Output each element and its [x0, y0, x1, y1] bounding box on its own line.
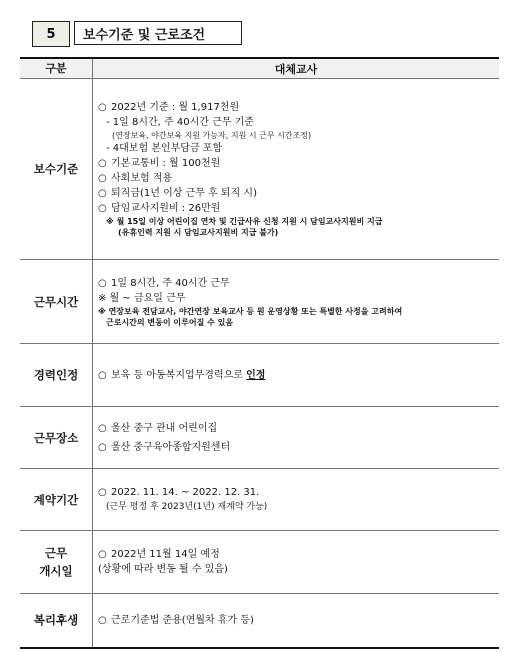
row-label-pay: 보수기준	[20, 79, 93, 260]
row-content-hours	[93, 260, 500, 344]
pay-line-1: 2022년 기준 : 월 1,917천원	[111, 102, 240, 113]
table-row-welfare	[20, 594, 499, 648]
row-content-welfare	[93, 594, 500, 648]
bullet-icon: ○	[98, 486, 107, 498]
table-row-career	[20, 344, 499, 407]
column-header-category: 구분	[20, 58, 93, 79]
pay-line-10: (유휴인력 지원 시 담임교사지원비 지급 불가)	[118, 228, 279, 237]
career-recognized-text: 인정	[246, 369, 266, 381]
table-row-contract	[20, 469, 499, 531]
bullet-icon: ○	[98, 441, 107, 453]
hours-line-1: 1일 8시간, 주 40시간 근무	[111, 277, 230, 289]
row-label-hours: 근무시간	[20, 260, 93, 344]
hours-line-4: 근로시간의 변동이 이루어질 수 있음	[106, 317, 234, 327]
bullet-icon: ○	[98, 102, 107, 113]
start-line-1: 2022년 11월 14일 예정	[111, 549, 220, 560]
pay-line-9: ※ 월 15일 이상 어린이집 연차 및 긴급사유 신청 지원 시 담임교사지원비 지급	[106, 217, 383, 226]
row-label-place: 근무장소	[20, 407, 93, 469]
table-row-place	[20, 407, 499, 469]
pay-line-2: - 1일 8시간, 주 40시간 근무 기준	[106, 117, 254, 128]
row-label-welfare: 복리후생	[20, 594, 93, 648]
table-row-start	[20, 531, 499, 594]
section-number: 5	[32, 21, 70, 47]
start-line-2: (상황에 따라 변동 될 수 있음)	[98, 564, 228, 575]
pay-line-4: - 4대보험 본인부담금 포함	[106, 143, 223, 154]
career-line-1: 보육 등 아동복지업무경력으로	[111, 369, 243, 381]
row-content-contract	[93, 469, 500, 531]
pay-line-8: 담임교사지원비 : 26만원	[111, 203, 221, 214]
bullet-icon: ○	[98, 203, 107, 214]
start-label-line-1: 근무	[44, 546, 68, 560]
bullet-icon: ○	[98, 188, 107, 199]
place-line-1: 울산 중구 관내 어린이집	[111, 422, 218, 434]
bullet-icon: ○	[98, 277, 107, 289]
pay-line-5: 기본교통비 : 월 100천원	[111, 158, 221, 169]
bullet-icon: ○	[98, 158, 107, 169]
pay-line-7: 퇴직금(1년 이상 근무 후 퇴직 시)	[111, 188, 257, 199]
row-label-start	[20, 531, 93, 594]
section-header	[32, 21, 242, 47]
bullet-icon: ○	[98, 614, 107, 626]
row-content-career	[93, 344, 500, 407]
bullet-icon: ○	[98, 369, 107, 381]
start-label-line-2: 개시일	[39, 564, 73, 578]
section-title: 보수기준 및 근로조건	[74, 21, 242, 45]
pay-line-3: (연장보육, 야간보육 지원 가능자, 지원 시 근무 시간조정)	[112, 131, 312, 140]
table-row-hours	[20, 260, 499, 344]
table-row-pay	[20, 79, 499, 260]
column-header-substitute-teacher: 대체교사	[93, 58, 500, 79]
row-label-career: 경력인정	[20, 344, 93, 407]
conditions-table	[20, 57, 499, 649]
row-content-pay	[93, 79, 500, 260]
pay-line-6: 사회보험 적용	[111, 173, 173, 184]
welfare-line-1: 근로기준법 준용(연월차 휴가 등)	[111, 614, 254, 626]
bullet-icon: ○	[98, 549, 107, 560]
bullet-icon: ○	[98, 422, 107, 434]
contract-line-2: (근무 평정 후 2023년(1년) 재계약 가능)	[106, 501, 268, 512]
hours-line-3: ※ 연장보육 전담교사, 야간연장 보육교사 등 원 운영상황 또는 특별한 사정을 고려하여	[98, 306, 403, 316]
table-header-row	[20, 58, 499, 79]
row-content-start	[93, 531, 500, 594]
bullet-icon: ○	[98, 173, 107, 184]
row-label-contract: 계약기간	[20, 469, 93, 531]
row-content-place	[93, 407, 500, 469]
place-line-2: 울산 중구육아종합지원센터	[111, 441, 231, 453]
contract-line-1: 2022. 11. 14. ~ 2022. 12. 31.	[111, 486, 260, 498]
hours-line-2: ※ 월 ~ 금요일 근무	[98, 292, 186, 304]
